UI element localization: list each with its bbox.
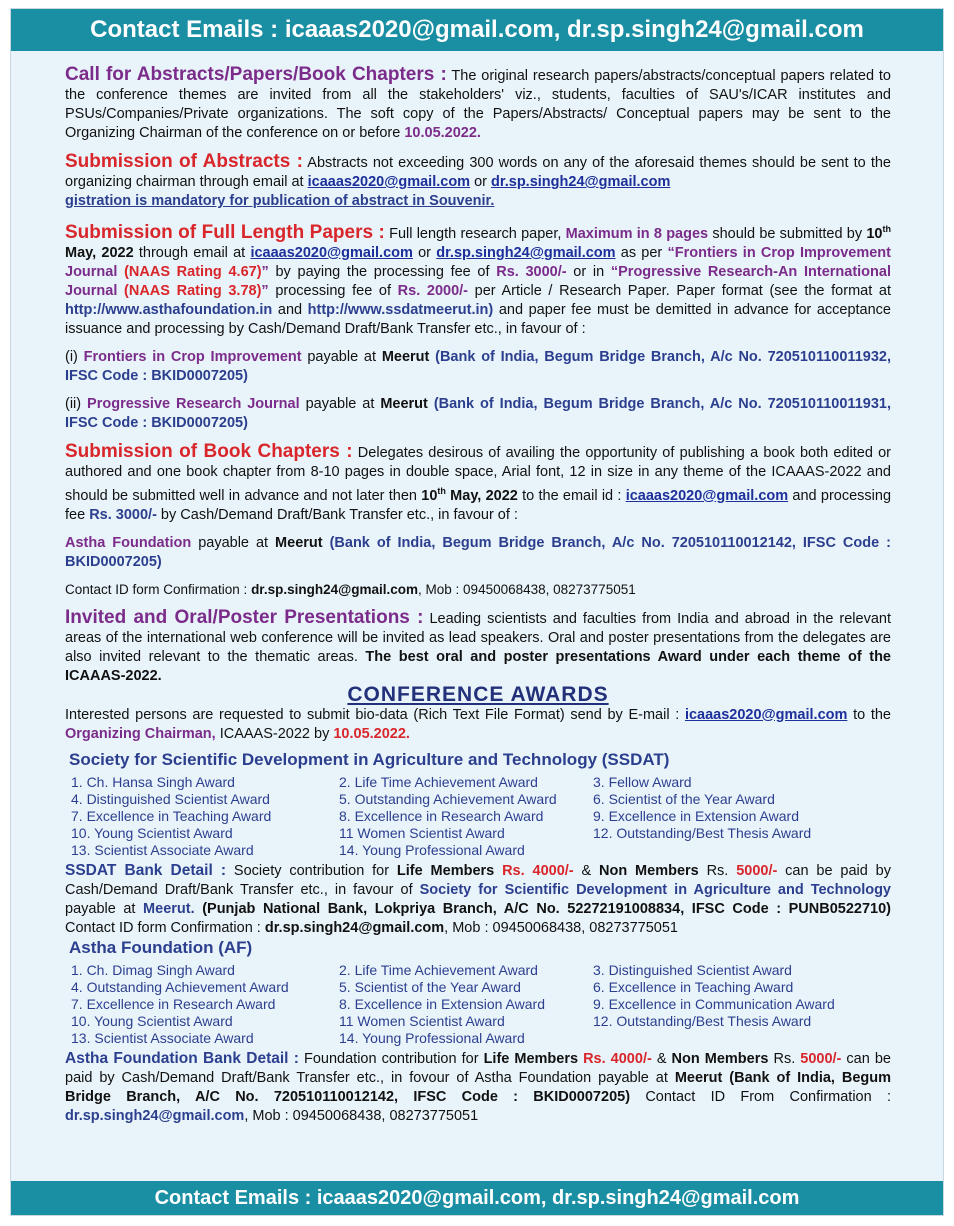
- life-members: Life Members: [483, 1050, 579, 1067]
- deadline-month: May, 2022: [445, 487, 518, 504]
- deadline-day: 10: [866, 225, 883, 242]
- award-item: 13. Scientist Associate Award: [71, 841, 254, 858]
- ssdat-bank-heading: SSDAT Bank Detail :: [65, 861, 227, 879]
- non-members: Non Members: [599, 862, 699, 879]
- contact-email[interactable]: dr.sp.singh24@gmail.com: [65, 1107, 245, 1124]
- award-item: 13. Scientist Associate Award: [71, 1029, 254, 1046]
- text: (i): [65, 348, 84, 365]
- bank-detail: (Bank of India, Begum Bridge Branch, A/c No. 720510110011932, IFSC Code : BKID0007205): [65, 348, 891, 384]
- organizing-chairman: Organizing Chairman,: [65, 725, 216, 742]
- life-fee: Rs. 4000/-: [578, 1050, 652, 1067]
- award-item: 7. Excellence in Teaching Award: [71, 807, 272, 824]
- deadline-sup: th: [882, 224, 891, 234]
- award-item: 10. Young Scientist Award: [71, 1012, 233, 1029]
- abstracts-text: Abstracts not exceeding 300 words on any of the aforesaid themes should be sent to the organizing chairman through email at: [65, 155, 891, 190]
- naas-rating-1: (NAAS Rating 4.67): [124, 263, 262, 280]
- text: processing fee of: [268, 282, 398, 299]
- payee-1: [65, 348, 891, 386]
- award-item: 11 Women Scientist Award: [339, 824, 505, 841]
- website-link[interactable]: http://www.asthafoundation.in: [65, 301, 273, 318]
- invited-section: [65, 608, 891, 686]
- af-title: Astha Foundation (AF): [69, 937, 253, 957]
- book-section: [65, 442, 891, 525]
- text: should be submitted by: [708, 225, 867, 242]
- abstracts-heading: Submission of Abstracts :: [65, 151, 303, 172]
- ssdat-bank-detail: [65, 861, 891, 938]
- award-item: 9. Excellence in Extension Award: [593, 807, 799, 824]
- text: and paper fee must be demitted in advance for acceptance issuance and processing by Cash/Demand Draft/Bank Transfer etc., in favour of :: [65, 301, 892, 337]
- award-item: [589, 1030, 889, 1047]
- af-bank-heading: Astha Foundation Bank Detail :: [65, 1049, 299, 1067]
- award-item: 7. Excellence in Research Award: [71, 995, 276, 1012]
- text: to the: [847, 706, 891, 723]
- award-item: 6. Excellence in Teaching Award: [593, 978, 794, 995]
- bank-detail: (Bank of India, Begum Bridge Branch, A/c No. 720510110012142, IFSC Code : BKID0007205): [65, 534, 891, 570]
- award-item: 1. Ch. Dimag Singh Award: [71, 961, 235, 978]
- book-heading: Submission of Book Chapters :: [65, 440, 353, 462]
- award-item: 10. Young Scientist Award: [71, 824, 233, 841]
- call-heading: Call for Abstracts/Papers/Book Chapters :: [65, 64, 447, 85]
- bank-detail: (Punjab National Bank, Lokpriya Branch, A/C No. 52272191008834, IFSC Code : PUNB0522710): [194, 900, 891, 917]
- payee-name: Frontiers in Crop Improvement: [83, 348, 302, 365]
- af-awards-list: [67, 962, 891, 1047]
- text: by Cash/Demand Draft/Bank Transfer etc., in favour of :: [156, 506, 518, 523]
- max-pages: Maximum in 8 pages: [565, 225, 709, 242]
- text: or in: [566, 263, 611, 280]
- abstracts-or: or: [470, 174, 492, 190]
- award-item: [589, 842, 889, 859]
- life-members: Life Members: [396, 862, 495, 879]
- deadline-day: 10: [421, 487, 438, 504]
- naas-rating-2: (NAAS Rating 3.78): [124, 282, 262, 299]
- abstracts-note: gistration is mandatory for publication of abstract in Souvenir.: [65, 193, 495, 209]
- text: per Article / Research Paper. Paper format (see the format at: [468, 282, 891, 299]
- text: payable at: [191, 534, 276, 551]
- email-link[interactable]: dr.sp.singh24@gmail.com: [436, 244, 616, 261]
- contact-mobile: , Mob : 09450068438, 08273775051: [418, 581, 636, 597]
- award-item: 14. Young Professional Award: [339, 841, 525, 858]
- text: Full length research paper,: [384, 225, 566, 242]
- ssdat-awards-list: [67, 774, 891, 859]
- contact-mobile: , Mob : 09450068438, 08273775051: [444, 919, 678, 936]
- text: &: [651, 1050, 672, 1067]
- text: (ii): [65, 395, 88, 412]
- call-section: [65, 65, 891, 143]
- journal-1: “Frontiers in Crop Improvement Journal: [65, 244, 891, 280]
- text: and processing fee: [65, 487, 892, 523]
- text: or: [412, 244, 437, 261]
- text: payable at: [65, 900, 144, 917]
- call-text: The original research papers/abstracts/conceptual papers related to the conference themes are invited from all the stakeholders' viz., students, faculties of SAU's/ICAR institutes and PSUs/Companies/Private organizations. The soft copy of the Papers/Abstracts/ Conceptual papers may be sent to the Organizing Chairman of the conference on or before: [65, 68, 891, 141]
- life-fee: Rs. 4000/-: [494, 862, 574, 879]
- email-link[interactable]: icaaas2020@gmail.com: [625, 487, 789, 504]
- text: to the email id :: [517, 487, 626, 504]
- contact-mobile: , Mob : 09450068438, 08273775051: [244, 1107, 479, 1124]
- abstracts-section: [65, 152, 891, 211]
- email-link[interactable]: icaaas2020@gmail.com: [684, 706, 848, 723]
- conference-awards-title: CONFERENCE AWARDS: [347, 682, 609, 706]
- invited-heading: Invited and Oral/Poster Presentations :: [65, 606, 424, 628]
- book-payee: [65, 534, 891, 572]
- award-item: 5. Scientist of the Year Award: [339, 978, 521, 995]
- text: ICAAAS-2022 by: [215, 725, 334, 742]
- non-fee: 5000/-: [736, 862, 778, 879]
- text: and: [272, 301, 308, 318]
- awards-deadline: 10.05.2022.: [333, 725, 410, 742]
- text: Contact ID form Confirmation :: [65, 581, 252, 597]
- payee-city: Meerut.: [143, 900, 195, 917]
- payee-city: Meerut: [275, 534, 323, 551]
- text: payable at: [299, 395, 381, 412]
- award-item: 8. Excellence in Research Award: [339, 807, 544, 824]
- full-papers-heading: Submission of Full Length Papers :: [65, 221, 385, 243]
- payee-2: [65, 395, 891, 433]
- contact-email[interactable]: dr.sp.singh24@gmail.com: [264, 919, 445, 936]
- text: by paying the processing fee of: [268, 263, 497, 280]
- text: Society contribution for: [226, 862, 397, 879]
- award-item: 9. Excellence in Communication Award: [593, 995, 835, 1012]
- call-date: 10.05.2022.: [404, 125, 481, 141]
- award-item: 4. Distinguished Scientist Award: [71, 790, 270, 807]
- award-item: 8. Excellence in Extension Award: [339, 995, 545, 1012]
- award-item: 5. Outstanding Achievement Award: [339, 790, 557, 807]
- text: Rs.: [768, 1050, 801, 1067]
- award-item: 1. Ch. Hansa Singh Award: [71, 773, 235, 790]
- non-members: Non Members: [671, 1050, 769, 1067]
- book-contact: [65, 581, 891, 599]
- deadline-month: May, 2022: [65, 244, 134, 261]
- best-presentation-award: The best oral and poster presentations Award under each theme of the ICAAAS-2022.: [65, 648, 891, 684]
- flyer-page: [10, 8, 944, 1216]
- award-item: 4. Outstanding Achievement Award: [71, 978, 289, 995]
- quote: ”: [261, 263, 269, 280]
- email-link[interactable]: icaaas2020@gmail.com: [250, 244, 413, 261]
- deadline-sup: th: [437, 485, 446, 496]
- payee-city: Meerut: [381, 348, 430, 365]
- text: Delegates desirous of availing the opportunity of publishing a book both edited or authored and one book chapter from 8-10 pages in double space, Arial font, 12 in size in any theme of the ICAAAS-2022 and should be submitted well in advance and not later then: [65, 444, 891, 504]
- text: Contact ID From Confirmation :: [630, 1088, 892, 1105]
- text: Rs.: [698, 862, 737, 879]
- award-item: 11 Women Scientist Award: [339, 1012, 505, 1029]
- text: can be paid by Cash/Demand Draft/Bank Transfer etc., in favour of: [65, 862, 891, 898]
- text: Contact ID form Confirmation :: [65, 919, 265, 936]
- text: &: [573, 862, 600, 879]
- email-link[interactable]: icaaas2020@gmail.com: [307, 174, 471, 190]
- fee-2: Rs. 2000/-: [397, 282, 469, 299]
- award-item: 14. Young Professional Award: [339, 1029, 525, 1046]
- text: can be paid by Cash/Demand Draft/Bank Transfer etc., in fovour of Astha Foundation payable at: [65, 1050, 891, 1086]
- af-bank-detail: [65, 1049, 891, 1126]
- text: through email at: [133, 244, 251, 261]
- award-item: 12. Outstanding/Best Thesis Award: [593, 1012, 812, 1029]
- ssdat-title: Society for Scientific Development in Agriculture and Technology (SSDAT): [69, 749, 670, 769]
- flyer-content: [65, 63, 891, 1126]
- book-fee: Rs. 3000/-: [89, 506, 157, 523]
- email-link[interactable]: dr.sp.singh24@gmail.com: [491, 174, 671, 190]
- footer-contact-bar: Contact Emails : icaaas2020@gmail.com, dr.sp.singh24@gmail.com: [11, 1181, 943, 1215]
- award-item: 6. Scientist of the Year Award: [593, 790, 775, 807]
- fee-1: Rs. 3000/-: [496, 263, 567, 280]
- header-contact-bar: Contact Emails : icaaas2020@gmail.com, dr.sp.singh24@gmail.com: [11, 9, 943, 51]
- quote: ”: [261, 282, 269, 299]
- bank-detail: (Bank of India, Begum Bridge Branch, A/c No. 720510110011931, IFSC Code : BKID0007205): [65, 395, 891, 431]
- payee-city: Meerut: [674, 1069, 723, 1086]
- website-link[interactable]: http://www.ssdatmeerut.in): [307, 301, 494, 318]
- text: as per: [615, 244, 668, 261]
- award-item: 2. Life Time Achievement Award: [339, 773, 538, 790]
- society-name: Society for Scientific Development in Agriculture and Technology: [419, 881, 891, 898]
- text: payable at: [301, 348, 382, 365]
- contact-email[interactable]: dr.sp.singh24@gmail.com: [251, 581, 419, 597]
- full-papers-section: [65, 220, 891, 339]
- text: Leading scientists and faculties from India and abroad in the relevant areas of the international web conference will be invited as lead speakers. Oral and poster presentations from the delegates are also invited relevant to the thematic areas.: [65, 610, 891, 665]
- text: Foundation contribution for: [298, 1050, 484, 1067]
- journal-2: “Progressive Research-An International Journal: [65, 263, 891, 299]
- text: Interested persons are requested to submit bio-data (Rich Text File Format) send by E-mail :: [65, 706, 685, 723]
- payee-city: Meerut: [380, 395, 428, 412]
- award-item: 12. Outstanding/Best Thesis Award: [593, 824, 812, 841]
- payee-name: Progressive Research Journal: [87, 395, 300, 412]
- non-fee: 5000/-: [800, 1050, 842, 1067]
- bank-detail: (Bank of India, Begum Bridge Branch, A/C No. 720510110012142, IFSC Code : BKID0007205): [65, 1069, 891, 1105]
- award-item: 3. Fellow Award: [593, 773, 692, 790]
- payee-name: Astha Foundation: [65, 534, 192, 551]
- award-item: 3. Distinguished Scientist Award: [593, 961, 792, 978]
- award-item: 2. Life Time Achievement Award: [339, 961, 538, 978]
- awards-intro: [65, 706, 891, 744]
